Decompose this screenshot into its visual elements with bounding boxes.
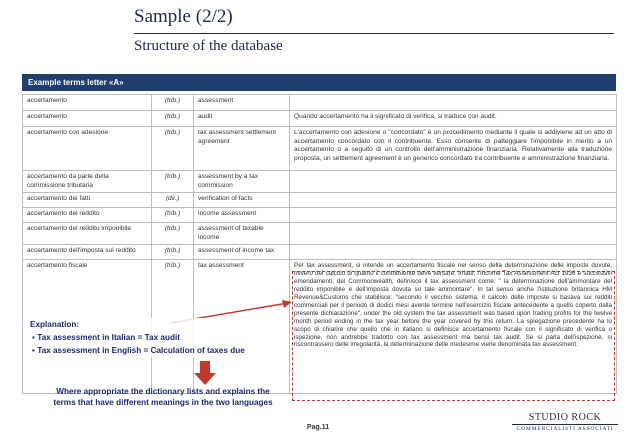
term-category: (trib.) bbox=[152, 171, 194, 193]
table-row bbox=[23, 171, 617, 193]
term-italian: accertamento del reddito bbox=[23, 208, 152, 223]
table-row bbox=[23, 208, 617, 223]
logo-tagline: COMMERCIALISTI ASSOCIATI bbox=[516, 426, 614, 432]
term-definition bbox=[290, 95, 617, 111]
explanation-heading: Explanation: bbox=[30, 320, 80, 329]
term-english: assessment of income tax bbox=[194, 245, 290, 260]
explanation-box bbox=[30, 318, 288, 357]
term-italian: accertamento dell'imposta sul reddito bbox=[23, 245, 152, 260]
term-italian: accertamento del reddito imponibile bbox=[23, 223, 152, 245]
term-english: tax assessment settlement agreement bbox=[194, 127, 290, 171]
logo-name: STUDIO ROCK bbox=[528, 412, 602, 423]
term-italian: accertamento bbox=[23, 111, 152, 127]
term-italian: accertamento fiscale bbox=[23, 260, 152, 394]
title-block bbox=[134, 4, 614, 54]
term-italian: accertamento bbox=[23, 95, 152, 111]
explanation-bullet: ▪ Tax assessment in English = Calculation of taxes due bbox=[32, 346, 245, 355]
term-definition bbox=[290, 245, 617, 260]
term-category: (trib.) bbox=[152, 260, 194, 394]
term-category: (trib.) bbox=[152, 223, 194, 245]
term-category: (dir.) bbox=[152, 193, 194, 208]
page-title: Sample (2/2) bbox=[134, 6, 233, 27]
page-subtitle: Structure of the database bbox=[134, 38, 283, 54]
term-english: assessment by a tax commission bbox=[194, 171, 290, 193]
term-definition bbox=[290, 208, 617, 223]
explanation-bullet: ▪ Tax assessment in Italian = Tax audit bbox=[32, 333, 180, 342]
term-category: (trib.) bbox=[152, 208, 194, 223]
term-italian: accertamento dei fatti bbox=[23, 193, 152, 208]
term-definition bbox=[290, 193, 617, 208]
term-italian: accertamento con adesione bbox=[23, 127, 152, 171]
term-category: (trib.) bbox=[152, 127, 194, 171]
section-header: Example terms letter «A» bbox=[22, 74, 616, 91]
term-definition bbox=[290, 171, 617, 193]
term-definition: L'accertamento con adesione o "concordato" è un procedimento mediante il quale si addiviene ad un atto di accertamento concordato con il contribuente. Esso consente di patteggiare l'imponibile in merito a un accertamento o a seguito di un controllo dell'amministrazione finanziaria. Relativamente alla traduzione proposta, un settlement agreement è un generico concordato tra contribuente e amministrazione finanziaria. bbox=[290, 127, 617, 171]
term-category: (trib.) bbox=[152, 95, 194, 111]
table-row bbox=[23, 223, 617, 245]
term-english: assessment bbox=[194, 95, 290, 111]
title-divider bbox=[134, 33, 614, 34]
term-category: (trib.) bbox=[152, 111, 194, 127]
term-english: audit bbox=[194, 111, 290, 127]
term-english: assessment of taxable income bbox=[194, 223, 290, 245]
table-row bbox=[23, 245, 617, 260]
table-row bbox=[23, 193, 617, 208]
term-definition bbox=[290, 223, 617, 245]
company-logo bbox=[506, 412, 624, 432]
table-row bbox=[23, 127, 617, 171]
term-italian: accertamento da parte della commissione tributaria bbox=[23, 171, 152, 193]
term-definition: Quando accertamento ha il significato di verifica, si traduce con audit. bbox=[290, 111, 617, 127]
term-english: verification of facts bbox=[194, 193, 290, 208]
term-english: income assessment bbox=[194, 208, 290, 223]
explanation-note: Where appropriate the dictionary lists and explains the terms that have different meanings in the two languages bbox=[53, 387, 273, 407]
logo-divider bbox=[512, 424, 618, 425]
page-number: Pag.11 bbox=[306, 424, 330, 431]
term-category: (trib.) bbox=[152, 245, 194, 260]
table-row bbox=[23, 111, 617, 127]
table-row bbox=[23, 95, 617, 111]
term-definition: Per tax assessment, si intende un accertamento fiscale nel senso della determinazione delle imposte dovute, ovvero del calcolo di quanto il contribuente deve versare. Infatti, l'Income Tax Assessment Act 1936 e successivi emendamenti, del Commonwealth, definisce il tax assessment come: " la determinazione dell'ammontare del reddito imponibile e dell'imposta dovuta su tale ammontare". In tal senso anche l'istituzione britannica HM Revenue&Customs che stabilisce: "secondo il vecchio sistema, il calcolo delle imposte si basava sui redditi commerciali per il periodo di dodici mesi avente termine nell'esercizio fiscale antecedente a quello coperto dalla presente dichiarazione", under the old system the tax assessment was based upon trading profits for the twelve month period ending in the tax year before the year covered by this return. La spiegazione precedente ha lo scopo di chiarire che quello che in italiano si definisce accertamento fiscale con il significato di verifica o ispezione, non andrebbe tradotto con tax assessment ma bensì tax audit. Se si parla dell'ispezione, si riscontrassero delle irregolarità, la determinazione delle medesime viene denominata tax assessment. bbox=[290, 260, 617, 394]
term-english: tax assessment bbox=[194, 260, 290, 394]
